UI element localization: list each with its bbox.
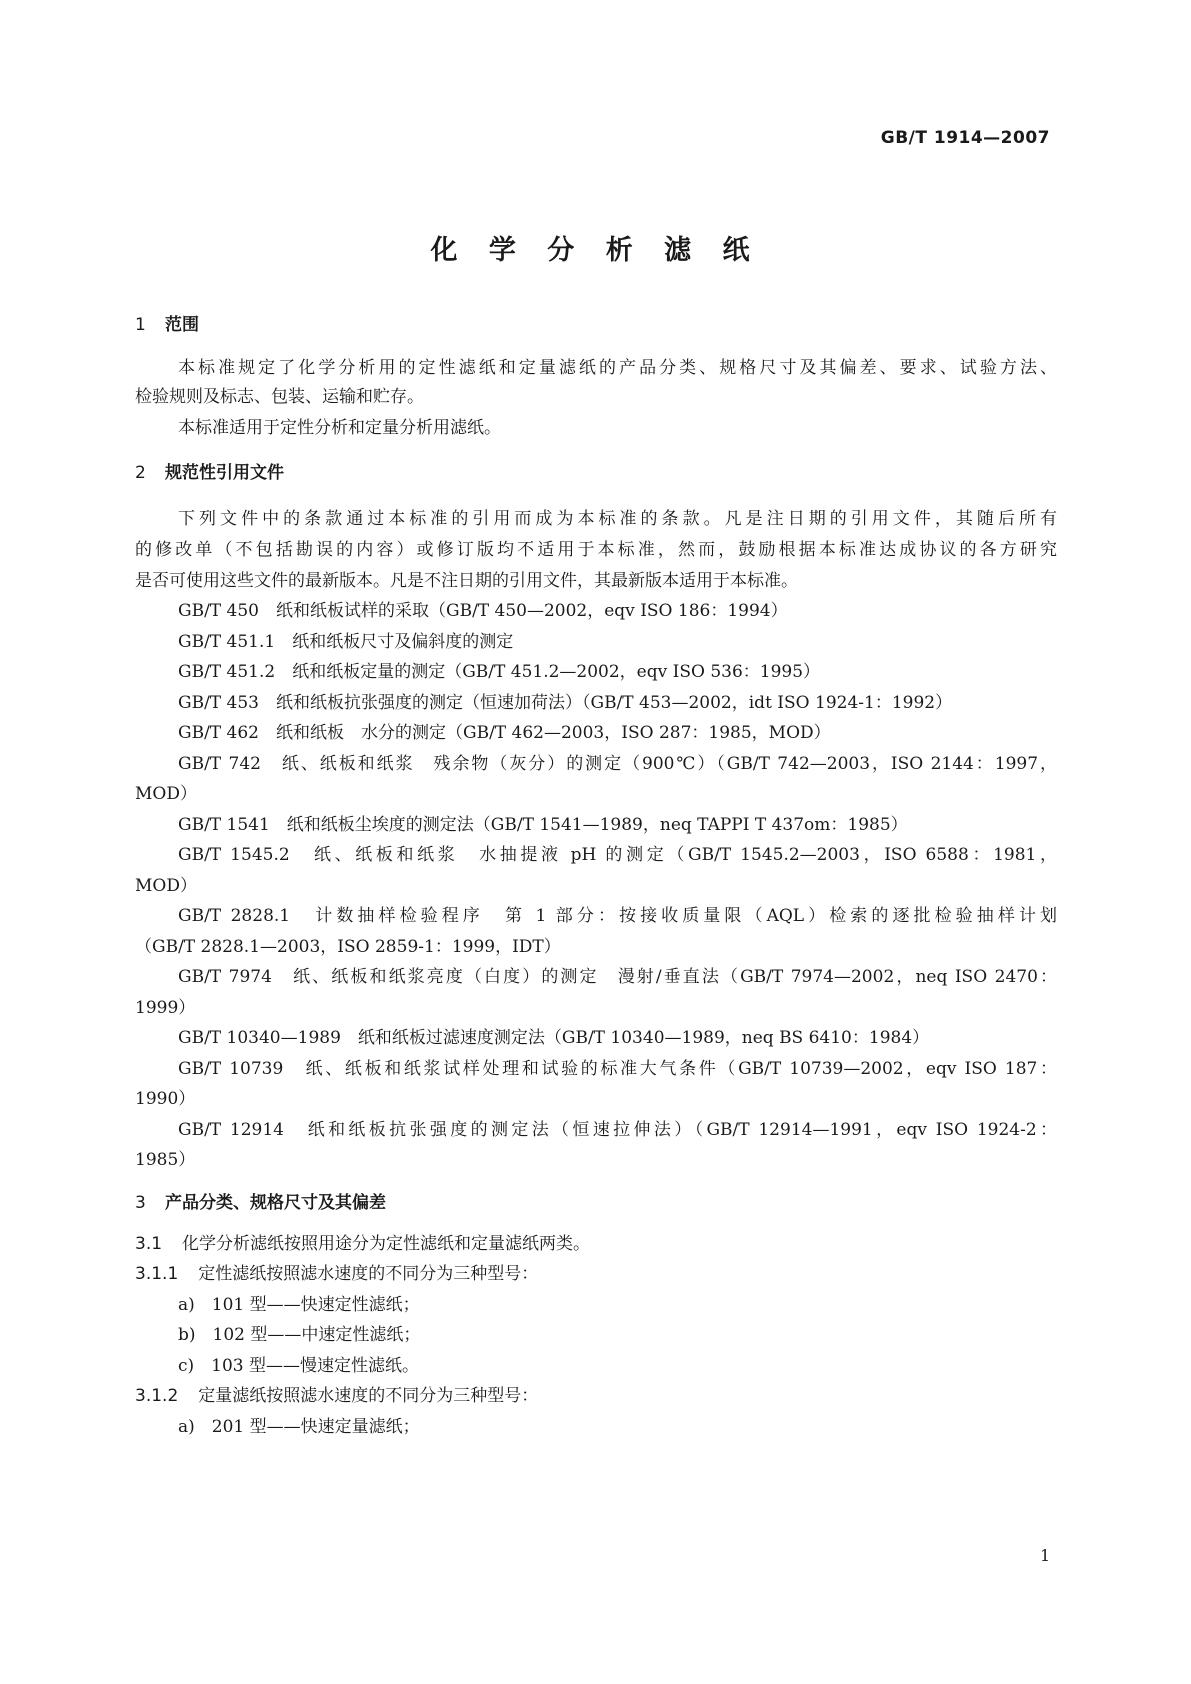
clause-3-1-1	[135, 1259, 538, 1284]
paragraph-line: 本标准规定了化学分析用的定性滤纸和定量滤纸的产品分类、规格尺寸及其偏差、要求、试验方法、	[178, 358, 1057, 378]
section-number: 2	[135, 463, 146, 483]
clause-number: 3.1.2	[135, 1386, 179, 1406]
reference-item-continued: 1985）	[135, 1150, 196, 1170]
reference-item-continued: MOD）	[135, 876, 197, 896]
reference-item: GB/T 742 纸、纸板和纸浆 残余物（灰分）的测定（900℃）（GB/T 742—2003，ISO 2144：1997，	[178, 754, 1057, 774]
paragraph-line: 的修改单（不包括勘误的内容）或修订版均不适用于本标准，然而，鼓励根据本标准达成协议的各方研究	[135, 540, 1057, 560]
paragraph-line: 是否可使用这些文件的最新版本。凡是不注日期的引用文件，其最新版本适用于本标准。	[135, 571, 798, 591]
section-2-heading	[135, 458, 284, 483]
reference-item: GB/T 462 纸和纸板 水分的测定（GB/T 462—2003，ISO 287：1985，MOD）	[178, 723, 831, 743]
paragraph-line: 本标准适用于定性分析和定量分析用滤纸。	[178, 418, 501, 438]
reference-item: GB/T 1541 纸和纸板尘埃度的测定法（GB/T 1541—1989，neq TAPPI T 437om：1985）	[178, 815, 908, 835]
reference-item: GB/T 450 纸和纸板试样的采取（GB/T 450—2002，eqv ISO 186：1994）	[178, 601, 788, 621]
page-number: 1	[1040, 1546, 1051, 1565]
section-title: 范围	[165, 315, 199, 335]
section-title: 产品分类、规格尺寸及其偏差	[165, 1193, 386, 1213]
clause-text: 化学分析滤纸按照用途分为定性滤纸和定量滤纸两类。	[182, 1234, 591, 1254]
reference-item: GB/T 451.1 纸和纸板尺寸及偏斜度的测定	[178, 632, 514, 652]
section-number: 1	[135, 315, 146, 335]
clause-3-1-2	[135, 1381, 538, 1406]
standard-code: GB/T 1914—2007	[880, 128, 1050, 148]
reference-item: GB/T 1545.2 纸、纸板和纸浆 水抽提液 pH 的测定（GB/T 1545.2—2003，ISO 6588：1981，	[178, 845, 1057, 865]
clause-3-1	[135, 1229, 590, 1254]
clause-number: 3.1	[135, 1234, 163, 1254]
reference-item: GB/T 2828.1 计数抽样检验程序 第 1 部分：按接收质量限（AQL）检索的逐批检验抽样计划	[178, 906, 1057, 926]
clause-text: 定性滤纸按照滤水速度的不同分为三种型号：	[198, 1264, 539, 1284]
reference-item-continued: 1990）	[135, 1089, 196, 1109]
reference-item: GB/T 451.2 纸和纸板定量的测定（GB/T 451.2—2002，eqv ISO 536：1995）	[178, 662, 821, 682]
list-item: c) 103 型——慢速定性滤纸。	[178, 1356, 420, 1376]
section-1-heading	[135, 310, 199, 335]
list-item: b) 102 型——中速定性滤纸；	[178, 1325, 421, 1345]
document-title: 化 学 分 析 滤 纸	[430, 235, 761, 266]
paragraph-line: 检验规则及标志、包装、运输和贮存。	[135, 387, 424, 407]
section-3-heading	[135, 1188, 386, 1213]
section-title: 规范性引用文件	[165, 463, 284, 483]
reference-item-continued: 1999）	[135, 998, 196, 1018]
reference-item-continued: （GB/T 2828.1—2003，ISO 2859-1：1999，IDT）	[135, 937, 561, 957]
reference-item: GB/T 10340—1989 纸和纸板过滤速度测定法（GB/T 10340—1989，neq BS 6410：1984）	[178, 1028, 930, 1048]
section-number: 3	[135, 1193, 146, 1213]
clause-text: 定量滤纸按照滤水速度的不同分为三种型号：	[198, 1386, 539, 1406]
reference-item: GB/T 12914 纸和纸板抗张强度的测定法（恒速拉伸法）（GB/T 12914—1991，eqv ISO 1924-2：	[178, 1120, 1057, 1140]
reference-item: GB/T 453 纸和纸板抗张强度的测定（恒速加荷法）（GB/T 453—2002，idt ISO 1924-1：1992）	[178, 693, 953, 713]
list-item: a) 101 型——快速定性滤纸；	[178, 1295, 420, 1315]
reference-item-continued: MOD）	[135, 784, 197, 804]
reference-item: GB/T 7974 纸、纸板和纸浆亮度（白度）的测定 漫射/垂直法（GB/T 7974—2002，neq ISO 2470：	[178, 967, 1057, 987]
paragraph-line: 下列文件中的条款通过本标准的引用而成为本标准的条款。凡是注日期的引用文件，其随后所有	[178, 509, 1057, 529]
clause-number: 3.1.1	[135, 1264, 179, 1284]
list-item: a) 201 型——快速定量滤纸；	[178, 1417, 420, 1437]
reference-item: GB/T 10739 纸、纸板和纸浆试样处理和试验的标准大气条件（GB/T 10739—2002，eqv ISO 187：	[178, 1059, 1057, 1079]
